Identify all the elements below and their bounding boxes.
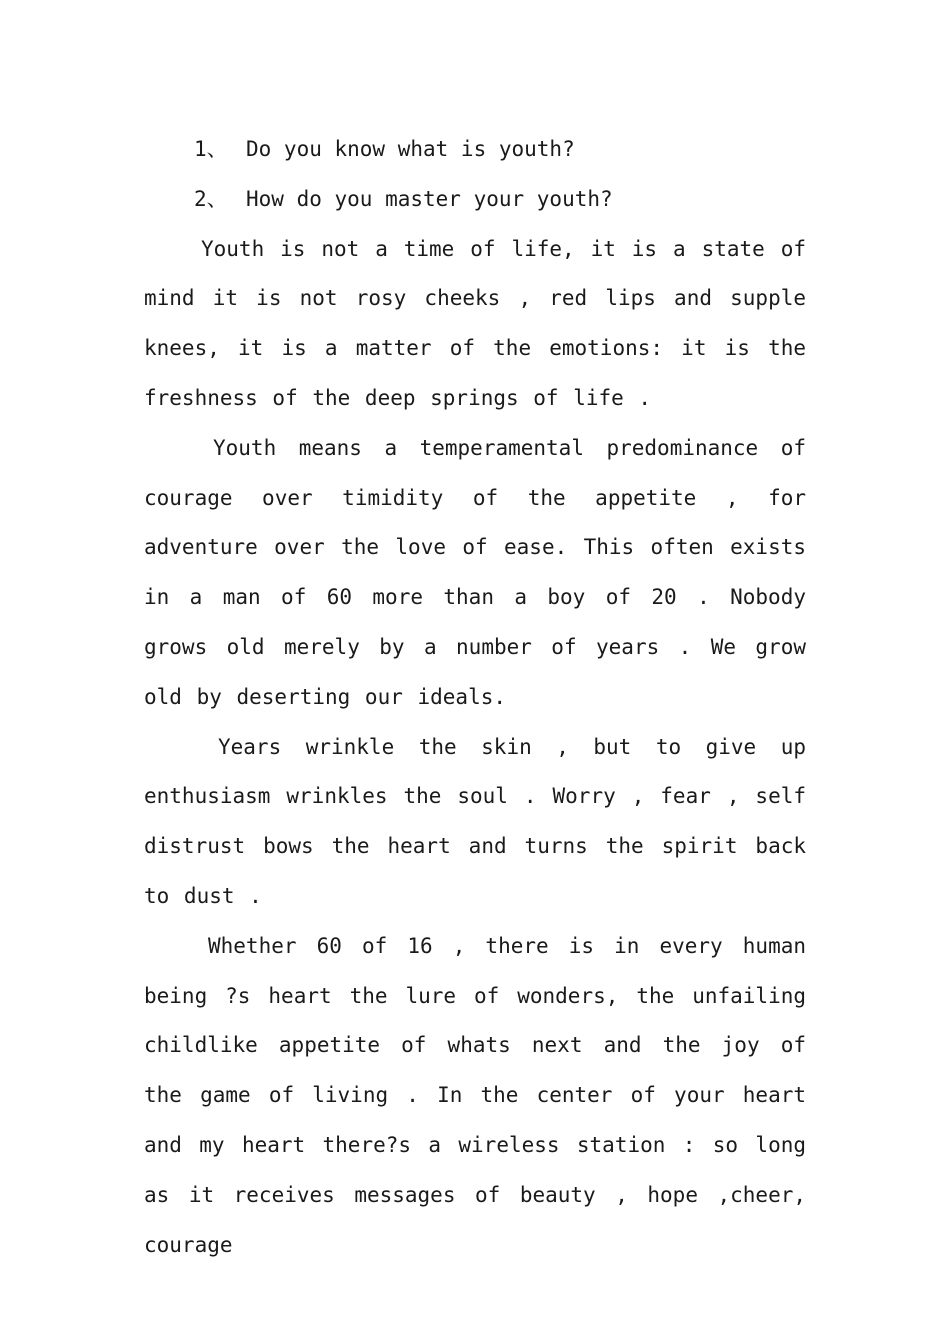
question-1-text: Do you know what is youth? [246,137,575,161]
paragraph-4: Whether 60 of 16 , there is in every human being ?s heart the lure of wonders, the unfailing childlike appetite of whats next and the joy of the game of living . In the center of your heart and my heart there?s a wireless station : so long as it receives messages of beauty , hope ,cheer, courage [144,933,806,1257]
paragraph-3: Years wrinkle the skin , but to give up enthusiasm wrinkles the soul . Worry , fear , self distrust bows the heart and turns the spirit back to dust . [144,734,806,908]
paragraph-2: Youth means a temperamental predominance of courage over timidity of the appetite , for adventure over the love of ease. This often exists in a man of 60 more than a boy of 20 . Nobody grows old merely by a number of years . We grow old by deserting our ideals. [144,435,806,709]
question-2 [144,175,806,225]
question-1 [144,125,806,175]
question-1-number: 1、 [194,137,228,161]
document-body [144,125,806,1270]
question-2-number: 2、 [194,186,228,211]
paragraph-1: Youth is not a time of life, it is a state of mind it is not rosy cheeks , red lips and supple knees, it is a matter of the emotions: it is the freshness of the deep springs of life . [144,236,806,410]
question-2-text: How do you master your youth? [246,186,613,211]
